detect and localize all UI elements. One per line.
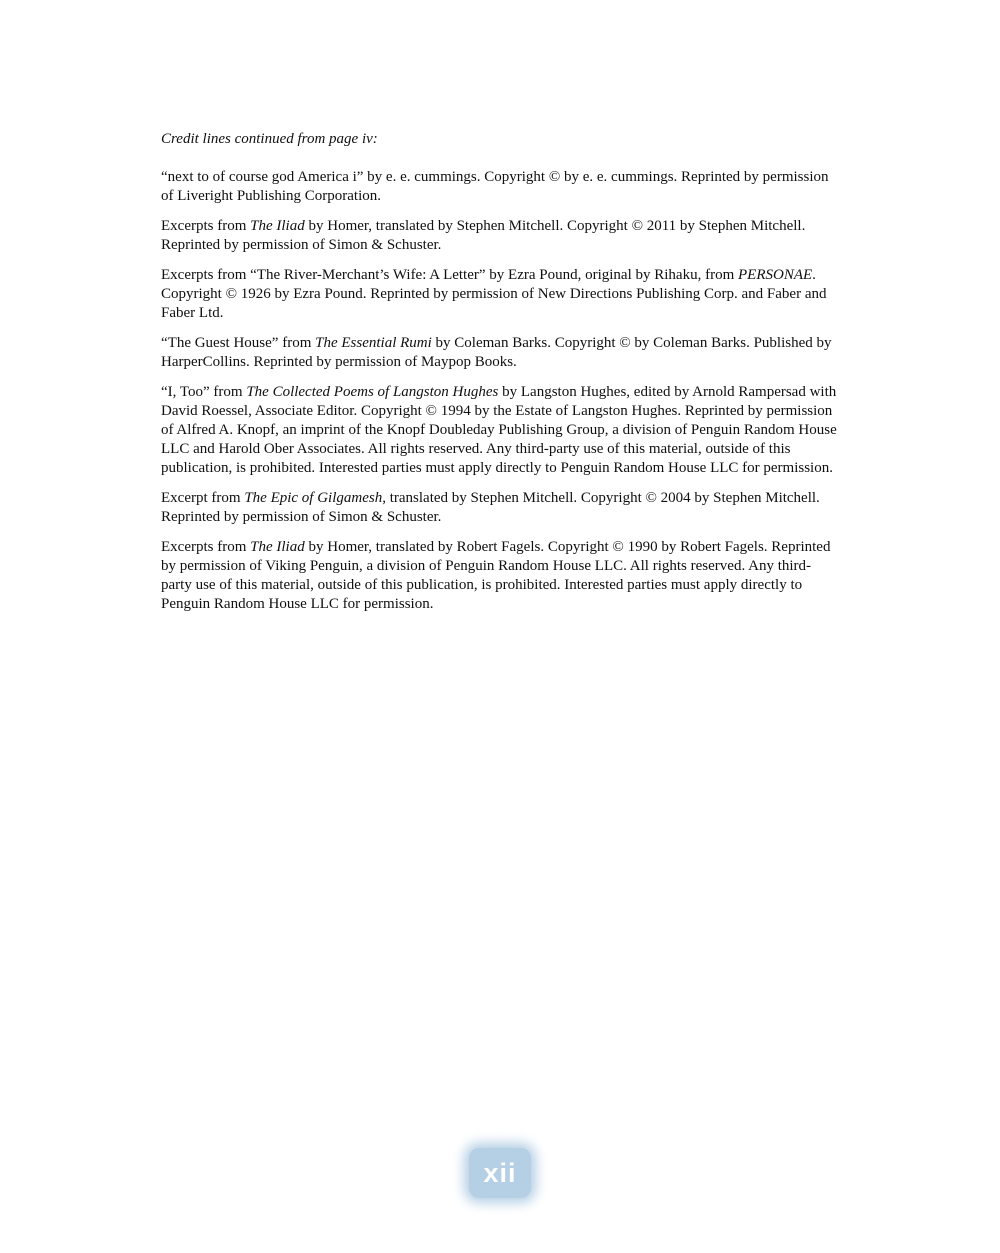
credits-section [161,130,841,625]
page-number-label: xii [483,1157,517,1188]
credit-paragraph: “next to of course god America i” by e. e. cummings. Copyright © by e. e. cummings. Reprinted by permission of Liveright Publishing Corporation. [161,169,829,204]
credit-paragraph: Excerpts from “The River-Merchant’s Wife: A Letter” by Ezra Pound, original by Rihaku, from PERSONAE. Copyright © 1926 by Ezra Pound. Reprinted by permission of New Directions Publishing Corp. and Faber and Faber Ltd. [161,267,827,321]
credits-heading: Credit lines continued from page iv: [161,131,378,147]
credit-paragraph: “The Guest House” from The Essential Rumi by Coleman Barks. Copyright © by Coleman Barks. Published by HarperCollins. Reprinted by permission of Maypop Books. [161,335,832,370]
credit-paragraph: Excerpts from The Iliad by Homer, translated by Stephen Mitchell. Copyright © 2011 by Stephen Mitchell. Reprinted by permission of Simon & Schuster. [161,218,806,253]
credit-paragraphs [161,168,841,614]
credit-paragraph: Excerpt from The Epic of Gilgamesh, translated by Stephen Mitchell. Copyright © 2004 by Stephen Mitchell. Reprinted by permission of Simon & Schuster. [161,490,820,525]
credit-paragraph: “I, Too” from The Collected Poems of Langston Hughes by Langston Hughes, edited by Arnold Rampersad with David Roessel, Associate Editor. Copyright © 1994 by the Estate of Langston Hughes. Reprinted by permission of Alfred A. Knopf, an imprint of the Knopf Doubleday Publishing Group, a division of Penguin Random House LLC and Harold Ober Associates. All rights reserved. Any third-party use of this material, outside of this publication, is prohibited. Interested parties must apply directly to Penguin Random House LLC for permission. [161,384,837,476]
page-number-badge [469,1148,531,1198]
credit-paragraph: Excerpts from The Iliad by Homer, translated by Robert Fagels. Copyright © 1990 by Robert Fagels. Reprinted by permission of Viking Penguin, a division of Penguin Random House LLC. All rights reserved. Any third-party use of this material, outside of this publication, is prohibited. Interested parties must apply directly to Penguin Random House LLC for permission. [161,539,831,612]
